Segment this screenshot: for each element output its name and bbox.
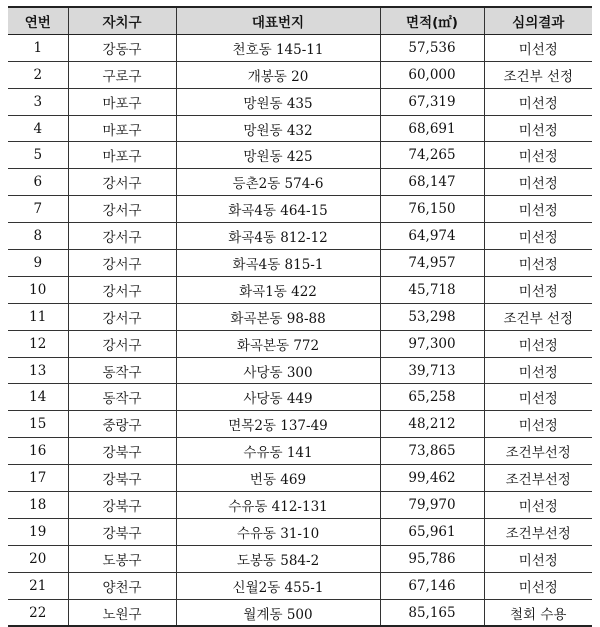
number-cell: 14 [8, 384, 68, 411]
table-body [8, 34, 592, 626]
area-cell: 45,718 [380, 276, 484, 303]
table-row [8, 169, 592, 196]
result-cell: 조건부선정 [484, 465, 592, 492]
results-table [8, 6, 592, 627]
area-cell: 74,265 [380, 142, 484, 169]
address-cell: 사당동 449 [176, 384, 380, 411]
table-row [8, 34, 592, 61]
address-cell: 월계동 500 [176, 599, 380, 626]
table-row [8, 330, 592, 357]
table-row [8, 492, 592, 519]
header-cell-result: 심의결과 [484, 7, 592, 34]
district-cell: 강서구 [68, 223, 176, 250]
area-cell: 39,713 [380, 357, 484, 384]
number-cell: 16 [8, 438, 68, 465]
address-cell: 도봉동 584-2 [176, 545, 380, 572]
area-cell: 67,319 [380, 88, 484, 115]
result-cell: 미선정 [484, 330, 592, 357]
result-cell: 미선정 [484, 411, 592, 438]
number-cell: 20 [8, 545, 68, 572]
number-cell: 4 [8, 115, 68, 142]
header-cell-district: 자치구 [68, 7, 176, 34]
district-cell: 동작구 [68, 357, 176, 384]
result-cell: 미선정 [484, 276, 592, 303]
area-cell: 65,258 [380, 384, 484, 411]
result-cell: 미선정 [484, 34, 592, 61]
result-cell: 미선정 [484, 223, 592, 250]
area-cell: 68,691 [380, 115, 484, 142]
number-cell: 7 [8, 196, 68, 223]
address-cell: 화곡본동 772 [176, 330, 380, 357]
number-cell: 11 [8, 303, 68, 330]
address-cell: 등촌2동 574-6 [176, 169, 380, 196]
area-cell: 99,462 [380, 465, 484, 492]
district-cell: 중랑구 [68, 411, 176, 438]
district-cell: 강서구 [68, 303, 176, 330]
table-row [8, 276, 592, 303]
district-cell: 강서구 [68, 276, 176, 303]
number-cell: 2 [8, 61, 68, 88]
number-cell: 5 [8, 142, 68, 169]
header-cell-number: 연번 [8, 7, 68, 34]
district-cell: 강북구 [68, 492, 176, 519]
number-cell: 6 [8, 169, 68, 196]
number-cell: 3 [8, 88, 68, 115]
table-row [8, 250, 592, 277]
district-cell: 강북구 [68, 518, 176, 545]
table-row [8, 599, 592, 626]
address-cell: 수유동 31-10 [176, 518, 380, 545]
district-cell: 마포구 [68, 142, 176, 169]
number-cell: 12 [8, 330, 68, 357]
address-cell: 면목2동 137-49 [176, 411, 380, 438]
address-cell: 화곡4동 464-15 [176, 196, 380, 223]
area-cell: 65,961 [380, 518, 484, 545]
number-cell: 1 [8, 34, 68, 61]
district-cell: 노원구 [68, 599, 176, 626]
result-cell: 미선정 [484, 545, 592, 572]
area-cell: 53,298 [380, 303, 484, 330]
header-cell-area: 면적(㎡) [380, 7, 484, 34]
number-cell: 8 [8, 223, 68, 250]
area-cell: 67,146 [380, 572, 484, 599]
address-cell: 화곡4동 812-12 [176, 223, 380, 250]
district-cell: 마포구 [68, 88, 176, 115]
table-row [8, 142, 592, 169]
result-cell: 미선정 [484, 196, 592, 223]
district-cell: 구로구 [68, 61, 176, 88]
address-cell: 개봉동 20 [176, 61, 380, 88]
district-cell: 도봉구 [68, 545, 176, 572]
area-cell: 57,536 [380, 34, 484, 61]
result-cell: 조건부선정 [484, 518, 592, 545]
address-cell: 화곡본동 98-88 [176, 303, 380, 330]
number-cell: 21 [8, 572, 68, 599]
result-cell: 미선정 [484, 384, 592, 411]
number-cell: 18 [8, 492, 68, 519]
district-cell: 양천구 [68, 572, 176, 599]
number-cell: 15 [8, 411, 68, 438]
district-cell: 강서구 [68, 250, 176, 277]
table-row [8, 357, 592, 384]
district-cell: 강북구 [68, 438, 176, 465]
number-cell: 13 [8, 357, 68, 384]
area-cell: 85,165 [380, 599, 484, 626]
result-cell: 미선정 [484, 169, 592, 196]
table-row [8, 384, 592, 411]
table-row [8, 572, 592, 599]
district-cell: 동작구 [68, 384, 176, 411]
result-cell: 미선정 [484, 357, 592, 384]
number-cell: 9 [8, 250, 68, 277]
address-cell: 수유동 141 [176, 438, 380, 465]
number-cell: 19 [8, 518, 68, 545]
area-cell: 73,865 [380, 438, 484, 465]
district-cell: 강북구 [68, 465, 176, 492]
header-cell-address: 대표번지 [176, 7, 380, 34]
result-cell: 조건부선정 [484, 438, 592, 465]
address-cell: 망원동 432 [176, 115, 380, 142]
result-cell: 미선정 [484, 142, 592, 169]
district-cell: 마포구 [68, 115, 176, 142]
results-table-container [8, 6, 592, 627]
table-row [8, 411, 592, 438]
table-row [8, 61, 592, 88]
result-cell: 미선정 [484, 88, 592, 115]
number-cell: 10 [8, 276, 68, 303]
district-cell: 강서구 [68, 330, 176, 357]
result-cell: 미선정 [484, 115, 592, 142]
district-cell: 강서구 [68, 169, 176, 196]
result-cell: 미선정 [484, 250, 592, 277]
table-row [8, 303, 592, 330]
result-cell: 철회 수용 [484, 599, 592, 626]
area-cell: 79,970 [380, 492, 484, 519]
address-cell: 사당동 300 [176, 357, 380, 384]
area-cell: 64,974 [380, 223, 484, 250]
number-cell: 17 [8, 465, 68, 492]
address-cell: 번동 469 [176, 465, 380, 492]
table-row [8, 545, 592, 572]
table-row [8, 465, 592, 492]
table-row [8, 115, 592, 142]
district-cell: 강서구 [68, 196, 176, 223]
address-cell: 망원동 425 [176, 142, 380, 169]
area-cell: 68,147 [380, 169, 484, 196]
table-row [8, 438, 592, 465]
address-cell: 화곡4동 815-1 [176, 250, 380, 277]
number-cell: 22 [8, 599, 68, 626]
area-cell: 76,150 [380, 196, 484, 223]
area-cell: 60,000 [380, 61, 484, 88]
address-cell: 화곡1동 422 [176, 276, 380, 303]
table-row [8, 88, 592, 115]
district-cell: 강동구 [68, 34, 176, 61]
area-cell: 48,212 [380, 411, 484, 438]
table-row [8, 223, 592, 250]
result-cell: 미선정 [484, 492, 592, 519]
table-header [8, 7, 592, 34]
address-cell: 수유동 412-131 [176, 492, 380, 519]
address-cell: 천호동 145-11 [176, 34, 380, 61]
address-cell: 망원동 435 [176, 88, 380, 115]
area-cell: 74,957 [380, 250, 484, 277]
address-cell: 신월2동 455-1 [176, 572, 380, 599]
result-cell: 미선정 [484, 572, 592, 599]
area-cell: 95,786 [380, 545, 484, 572]
area-cell: 97,300 [380, 330, 484, 357]
header-row [8, 7, 592, 34]
table-row [8, 196, 592, 223]
result-cell: 조건부 선정 [484, 303, 592, 330]
result-cell: 조건부 선정 [484, 61, 592, 88]
table-row [8, 518, 592, 545]
